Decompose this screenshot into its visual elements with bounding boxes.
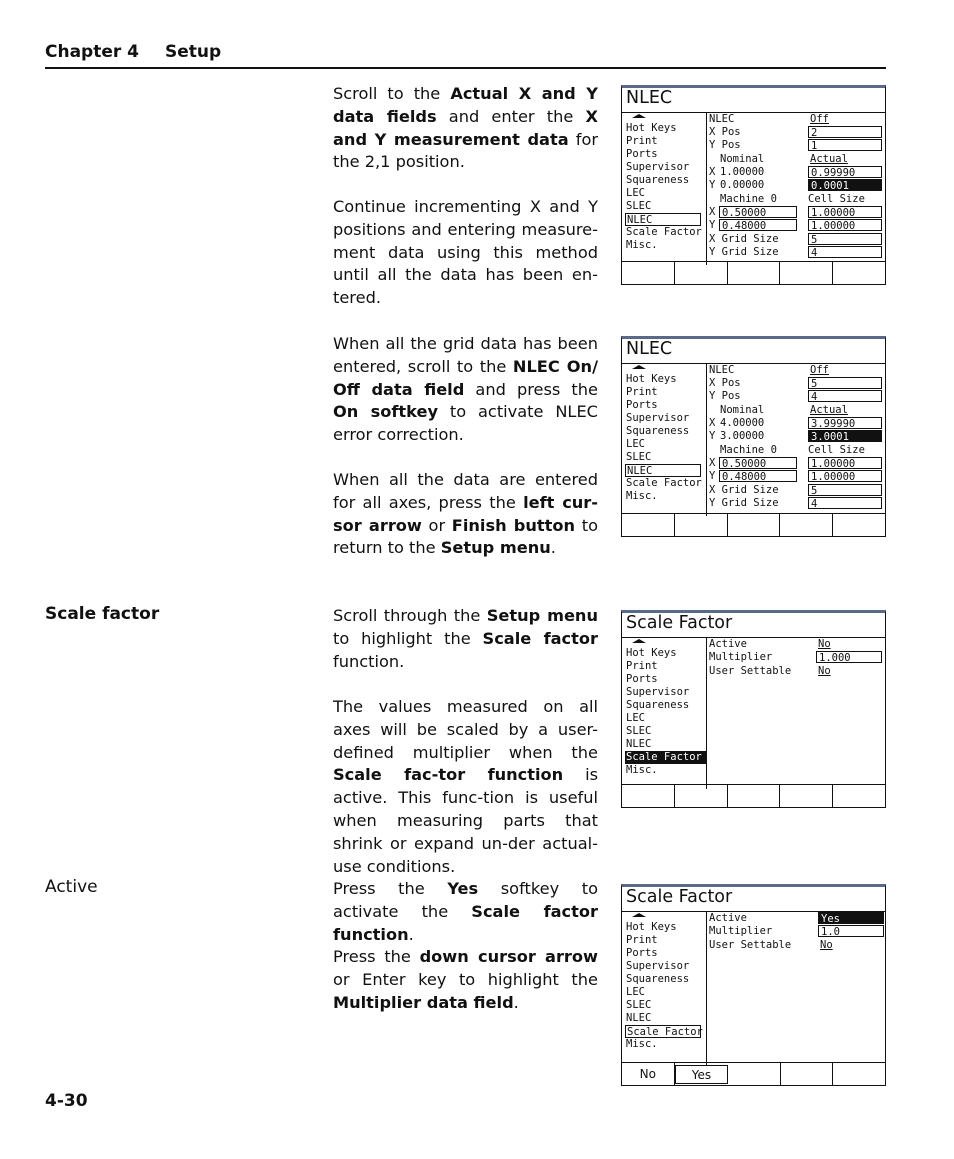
paragraph-3: When all the grid data has been entered, scroll to the NLEC On/ Off data field and press the On softkey to activate NLEC error correction. xyxy=(333,334,598,445)
paragraph-2: Continue incrementing X and Y positions and entering measure-ment data using this method until all the data has been en-tered. xyxy=(333,197,598,308)
menu-item-slec[interactable]: SLEC xyxy=(626,725,652,737)
machine-y-field[interactable]: 0.48000 xyxy=(719,470,797,482)
softkey-5[interactable] xyxy=(833,262,885,284)
menu-item-ports[interactable]: Ports xyxy=(626,399,658,411)
section-label: Setup xyxy=(165,42,222,62)
menu-item-lec[interactable]: LEC xyxy=(626,438,645,450)
menu-item-nlec[interactable]: NLEC xyxy=(625,464,701,477)
y-label: Y xyxy=(709,179,716,191)
x-grid-size-field[interactable]: 5 xyxy=(808,484,882,496)
menu-item-scale-factor[interactable]: Scale Factor xyxy=(626,226,702,238)
machine-x-field[interactable]: 0.50000 xyxy=(719,457,797,469)
nominal-y: 3.00000 xyxy=(720,430,765,442)
x-label: X xyxy=(709,457,716,469)
menu-item-supervisor[interactable]: Supervisor xyxy=(626,960,690,972)
up-arrow-icon[interactable] xyxy=(632,114,646,118)
actual-y-field[interactable]: 3.0001 xyxy=(808,430,882,442)
chapter-header xyxy=(45,42,221,62)
cell-x-field[interactable]: 1.00000 xyxy=(808,206,882,218)
softkey-5[interactable] xyxy=(833,785,885,807)
menu-item-supervisor[interactable]: Supervisor xyxy=(626,161,690,173)
menu-item-misc[interactable]: Misc. xyxy=(626,1038,658,1050)
screen-title: Scale Factor xyxy=(626,887,733,907)
active-label: Active xyxy=(709,638,747,650)
cell-size-label: Cell Size xyxy=(808,444,865,456)
y-label: Y xyxy=(709,219,716,231)
multiplier-label: Multiplier xyxy=(709,651,773,663)
screen-title: Scale Factor xyxy=(626,613,733,633)
softkey-bar xyxy=(622,513,885,536)
softkey-1[interactable] xyxy=(622,514,675,536)
xpos-field[interactable]: 5 xyxy=(808,377,882,389)
nlec-onoff-field[interactable]: Off xyxy=(808,364,882,376)
machine-label: Machine 0 xyxy=(720,193,777,205)
menu-item-print[interactable]: Print xyxy=(626,386,658,398)
softkey-yes[interactable]: Yes xyxy=(675,1065,729,1084)
multiplier-label: Multiplier xyxy=(709,925,773,937)
ypos-label: Y Pos xyxy=(709,390,741,402)
y-label: Y xyxy=(709,470,716,482)
menu-item-squareness[interactable]: Squareness xyxy=(626,425,690,437)
active-label: Active xyxy=(709,912,747,924)
machine-y-field[interactable]: 0.48000 xyxy=(719,219,797,231)
active-field[interactable]: Yes xyxy=(818,912,884,924)
menu-item-hot-keys[interactable]: Hot Keys xyxy=(626,373,677,385)
nominal-x: 4.00000 xyxy=(720,417,765,429)
screen-title: NLEC xyxy=(626,339,673,359)
softkey-4[interactable] xyxy=(781,1063,834,1085)
xpos-label: X Pos xyxy=(709,377,741,389)
up-arrow-icon[interactable] xyxy=(632,365,646,369)
actual-y-field[interactable]: 0.0001 xyxy=(808,179,882,191)
menu-item-squareness[interactable]: Squareness xyxy=(626,973,690,985)
menu-item-ports[interactable]: Ports xyxy=(626,148,658,160)
paragraph-7: Press the Yes softkey to activate the Scale factor function. xyxy=(333,879,598,944)
actual-label: Actual xyxy=(808,404,882,416)
multiplier-field[interactable]: 1.0 xyxy=(818,925,884,937)
menu-item-slec[interactable]: SLEC xyxy=(626,999,652,1011)
sidebar-scale-factor: Scale factor xyxy=(45,604,160,624)
nominal-x: 1.00000 xyxy=(720,166,765,178)
nlec-screen-1 xyxy=(621,85,886,285)
menu-item-slec[interactable]: SLEC xyxy=(626,451,652,463)
menu-item-supervisor[interactable]: Supervisor xyxy=(626,686,690,698)
softkey-4[interactable] xyxy=(780,262,833,284)
x-label: X xyxy=(709,417,716,429)
y-grid-size-field[interactable]: 4 xyxy=(808,246,882,258)
user-settable-label: User Settable xyxy=(709,939,792,951)
cell-y-field[interactable]: 1.00000 xyxy=(808,219,882,231)
softkey-4[interactable] xyxy=(780,514,833,536)
menu-item-scale-factor[interactable]: Scale Factor xyxy=(626,477,702,489)
ypos-field[interactable]: 1 xyxy=(808,139,882,151)
menu-item-nlec[interactable]: NLEC xyxy=(625,213,701,226)
y-label: Y xyxy=(709,430,716,442)
setup-menu xyxy=(622,364,707,516)
cell-y-field[interactable]: 1.00000 xyxy=(808,470,882,482)
menu-item-print[interactable]: Print xyxy=(626,135,658,147)
actual-x-field[interactable]: 3.99990 xyxy=(808,417,882,429)
softkey-4[interactable] xyxy=(780,785,833,807)
xpos-field[interactable]: 2 xyxy=(808,126,882,138)
setup-menu xyxy=(622,912,707,1066)
softkey-bar xyxy=(622,1062,885,1085)
user-settable-field[interactable]: No xyxy=(818,939,884,951)
softkey-5[interactable] xyxy=(833,1063,885,1085)
softkey-1[interactable] xyxy=(622,785,675,807)
y-grid-size-label: Y Grid Size xyxy=(709,246,779,258)
user-settable-field[interactable]: No xyxy=(816,665,882,677)
nlec-label: NLEC xyxy=(709,364,735,376)
setup-menu xyxy=(622,638,707,789)
softkey-5[interactable] xyxy=(833,514,885,536)
softkey-2[interactable] xyxy=(675,262,728,284)
machine-label: Machine 0 xyxy=(720,444,777,456)
menu-item-hot-keys[interactable]: Hot Keys xyxy=(626,921,677,933)
softkey-3[interactable] xyxy=(728,514,781,536)
menu-item-nlec[interactable]: NLEC xyxy=(626,738,652,750)
menu-item-hot-keys[interactable]: Hot Keys xyxy=(626,647,677,659)
x-label: X xyxy=(709,206,716,218)
paragraph-1: Scroll to the Actual X and Y data fields and enter the X and Y measurement data for the 2,1 position. xyxy=(333,84,598,172)
paragraph-6: The values measured on all axes will be scaled by a user-defined multiplier when the Scale fac-tor function is active. This func-tion is useful when measuring parts that shrink or expand un-der actual-use conditions. xyxy=(333,697,598,876)
up-arrow-icon[interactable] xyxy=(632,913,646,917)
scale-factor-screen-1 xyxy=(621,610,886,808)
actual-x-field[interactable]: 0.99990 xyxy=(808,166,882,178)
machine-x-field[interactable]: 0.50000 xyxy=(719,206,797,218)
setup-menu xyxy=(622,113,707,265)
nominal-label: Nominal xyxy=(720,153,765,165)
up-arrow-icon[interactable] xyxy=(632,639,646,643)
ypos-field[interactable]: 4 xyxy=(808,390,882,402)
softkey-no[interactable]: No xyxy=(622,1063,675,1085)
paragraph-5: Scroll through the Setup menu to highlight the Scale factor function. xyxy=(333,606,598,671)
screen-title: NLEC xyxy=(626,88,673,108)
menu-item-supervisor[interactable]: Supervisor xyxy=(626,412,690,424)
menu-item-scale-factor[interactable]: Scale Factor xyxy=(627,1026,703,1038)
nlec-label: NLEC xyxy=(709,113,735,125)
cell-size-label: Cell Size xyxy=(808,193,865,205)
menu-item-lec[interactable]: LEC xyxy=(626,712,645,724)
menu-item-slec[interactable]: SLEC xyxy=(626,200,652,212)
menu-item-lec[interactable]: LEC xyxy=(626,986,645,998)
actual-label: Actual xyxy=(808,153,882,165)
multiplier-field[interactable]: 1.000 xyxy=(816,651,882,663)
nlec-onoff-field[interactable]: Off xyxy=(808,113,882,125)
paragraph-4: When all the data are entered for all axes, press the left cur-sor arrow or Finish button to return to the Setup menu. xyxy=(333,470,599,558)
softkey-1[interactable] xyxy=(622,262,675,284)
menu-item-print[interactable]: Print xyxy=(626,660,658,672)
softkey-3[interactable] xyxy=(728,785,781,807)
menu-item-print[interactable]: Print xyxy=(626,934,658,946)
x-label: X xyxy=(709,166,716,178)
menu-item-lec[interactable]: LEC xyxy=(626,187,645,199)
menu-item-misc[interactable]: Misc. xyxy=(626,490,658,502)
nominal-y: 0.00000 xyxy=(720,179,765,191)
y-grid-size-field[interactable]: 4 xyxy=(808,497,882,509)
menu-item-scale-factor[interactable]: Scale Factor xyxy=(625,751,706,764)
ypos-label: Y Pos xyxy=(709,139,741,151)
y-grid-size-label: Y Grid Size xyxy=(709,497,779,509)
nlec-screen-2 xyxy=(621,336,886,537)
header-rule xyxy=(45,67,886,69)
menu-item-hot-keys[interactable]: Hot Keys xyxy=(626,122,677,134)
menu-item-ports[interactable]: Ports xyxy=(626,673,658,685)
menu-item-misc[interactable]: Misc. xyxy=(626,239,658,251)
page-number: 4-30 xyxy=(45,1091,88,1111)
active-field[interactable]: No xyxy=(816,638,882,650)
nominal-label: Nominal xyxy=(720,404,765,416)
softkey-bar xyxy=(622,261,885,284)
x-grid-size-field[interactable]: 5 xyxy=(808,233,882,245)
sidebar-active: Active xyxy=(45,877,98,897)
chapter-label: Chapter 4 xyxy=(45,42,140,62)
softkey-3[interactable] xyxy=(728,1063,781,1085)
softkey-3[interactable] xyxy=(728,262,781,284)
menu-item-squareness[interactable]: Squareness xyxy=(626,174,690,186)
scale-factor-screen-2 xyxy=(621,884,886,1086)
x-grid-size-label: X Grid Size xyxy=(709,233,779,245)
menu-item-misc[interactable]: Misc. xyxy=(626,764,658,776)
xpos-label: X Pos xyxy=(709,126,741,138)
softkey-2[interactable] xyxy=(675,785,728,807)
user-settable-label: User Settable xyxy=(709,665,792,677)
menu-item-nlec[interactable]: NLEC xyxy=(626,1012,652,1024)
menu-item-ports[interactable]: Ports xyxy=(626,947,658,959)
softkey-bar xyxy=(622,784,885,807)
cell-x-field[interactable]: 1.00000 xyxy=(808,457,882,469)
softkey-2[interactable] xyxy=(675,514,728,536)
paragraph-8: Press the down cursor arrow or Enter key to highlight the Multiplier data field. xyxy=(333,947,598,1012)
menu-item-squareness[interactable]: Squareness xyxy=(626,699,690,711)
x-grid-size-label: X Grid Size xyxy=(709,484,779,496)
